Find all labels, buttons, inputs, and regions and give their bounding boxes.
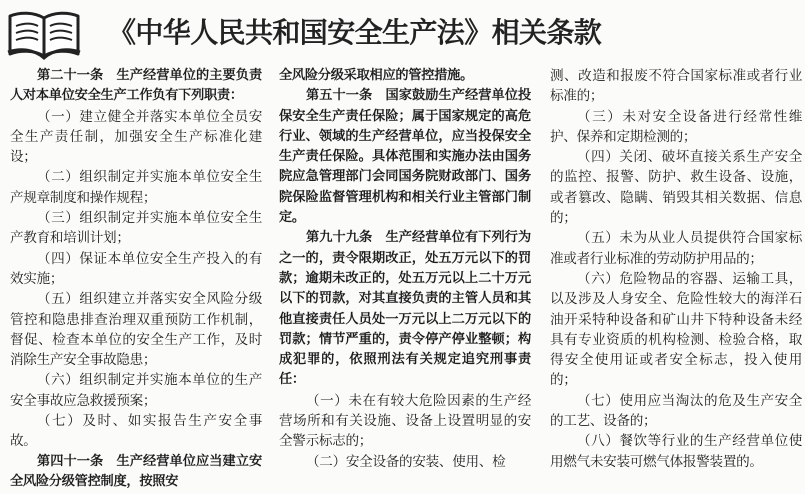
clause-paragraph: （三）组织制定并实施本单位安全生产教育和培训计划；	[10, 210, 262, 247]
column-1	[10, 66, 262, 494]
article-paragraph: 第五十一条 国家鼓励生产经营单位投保安全生产责任保险；属于国家规定的高危行业、领域的生产经营单位，应当投保安全生产责任保险。具体范围和实施办法由国务院应急管理部门会同国务院财政部门、国务院保险监督管理机构和相关行业主管部门制定。	[279, 88, 531, 226]
open-book-icon	[6, 6, 82, 62]
clause-paragraph: （五）组织建立并落实安全风险分级管控和隐患排查治理双重预防工作机制，督促、检查本单位的安全生产工作，及时消除生产安全事故隐患；	[10, 291, 262, 369]
page-title: 《中华人民共和国安全生产法》相关条款	[108, 16, 602, 49]
column-2	[279, 66, 531, 494]
article-paragraph: 第二十一条 生产经营单位的主要负责人对本单位安全生产工作负有下列职责：	[10, 68, 262, 104]
clause-paragraph: （一）建立健全并落实本单位全员安全生产责任制，加强安全生产标准化建设；	[10, 108, 262, 166]
article-paragraph: 第九十九条 生产经营单位有下列行为之一的，责令限期改正，处五万元以下的罚款；逾期未改正的，处五万元以上二十万元以下的罚款，对其直接负责的主管人员和其他直接责任人员处一万元以上二万元以下的罚款；情节严重的，责令停产停业整顿；构成犯罪的，依照刑法有关规定追究刑事责任：	[279, 230, 531, 388]
article-paragraph: 全风险分级采取相应的管控措施。	[279, 68, 474, 83]
clause-paragraph: 测、改造和报废不符合国家标准或者行业标准的；	[550, 68, 802, 105]
clause-paragraph: （二）组织制定并实施本单位安全生产规章制度和操作规程；	[10, 169, 262, 206]
clause-paragraph: （四）关闭、破坏直接关系生产安全的监控、报警、防护、救生设备、设施，或者篡改、隐瞒、销毁其相关数据、信息的；	[550, 149, 802, 227]
clause-paragraph: （五）未为从业人员提供符合国家标准或者行业标准的劳动防护用品的；	[550, 230, 802, 267]
clause-paragraph: （六）危险物品的容器、运输工具，以及涉及人身安全、危险性较大的海洋石油开采特种设备和矿山井下特种设备未经具有专业资质的机构检测、检验合格，取得安全使用证或者安全标志，投入使用的；	[550, 270, 802, 389]
clause-paragraph: （四）保证本单位安全生产投入的有效实施；	[10, 250, 262, 287]
column-3	[550, 66, 802, 494]
clause-paragraph: （八）餐饮等行业的生产经营单位使用燃气未安装可燃气体报警装置的。	[550, 433, 802, 470]
clause-paragraph: （二）安全设备的安装、使用、检	[306, 453, 506, 470]
article-paragraph: 第四十一条 生产经营单位应当建立安全风险分级管控制度，按照安	[10, 453, 262, 489]
clause-paragraph: （七）及时、如实报告生产安全事故。	[10, 413, 262, 450]
clause-paragraph: （七）使用应当淘汰的危及生产安全的工艺、设备的；	[550, 392, 802, 430]
header	[0, 0, 805, 64]
clause-paragraph: （三）未对安全设备进行经常性维护、保养和定期检测的；	[550, 108, 802, 145]
clause-paragraph: （六）组织制定并实施本单位的生产安全事故应急救援预案；	[10, 372, 262, 409]
clause-paragraph: （一）未在有较大危险因素的生产经营场所和有关设施、设备上设置明显的安全警示标志的；	[279, 392, 531, 450]
